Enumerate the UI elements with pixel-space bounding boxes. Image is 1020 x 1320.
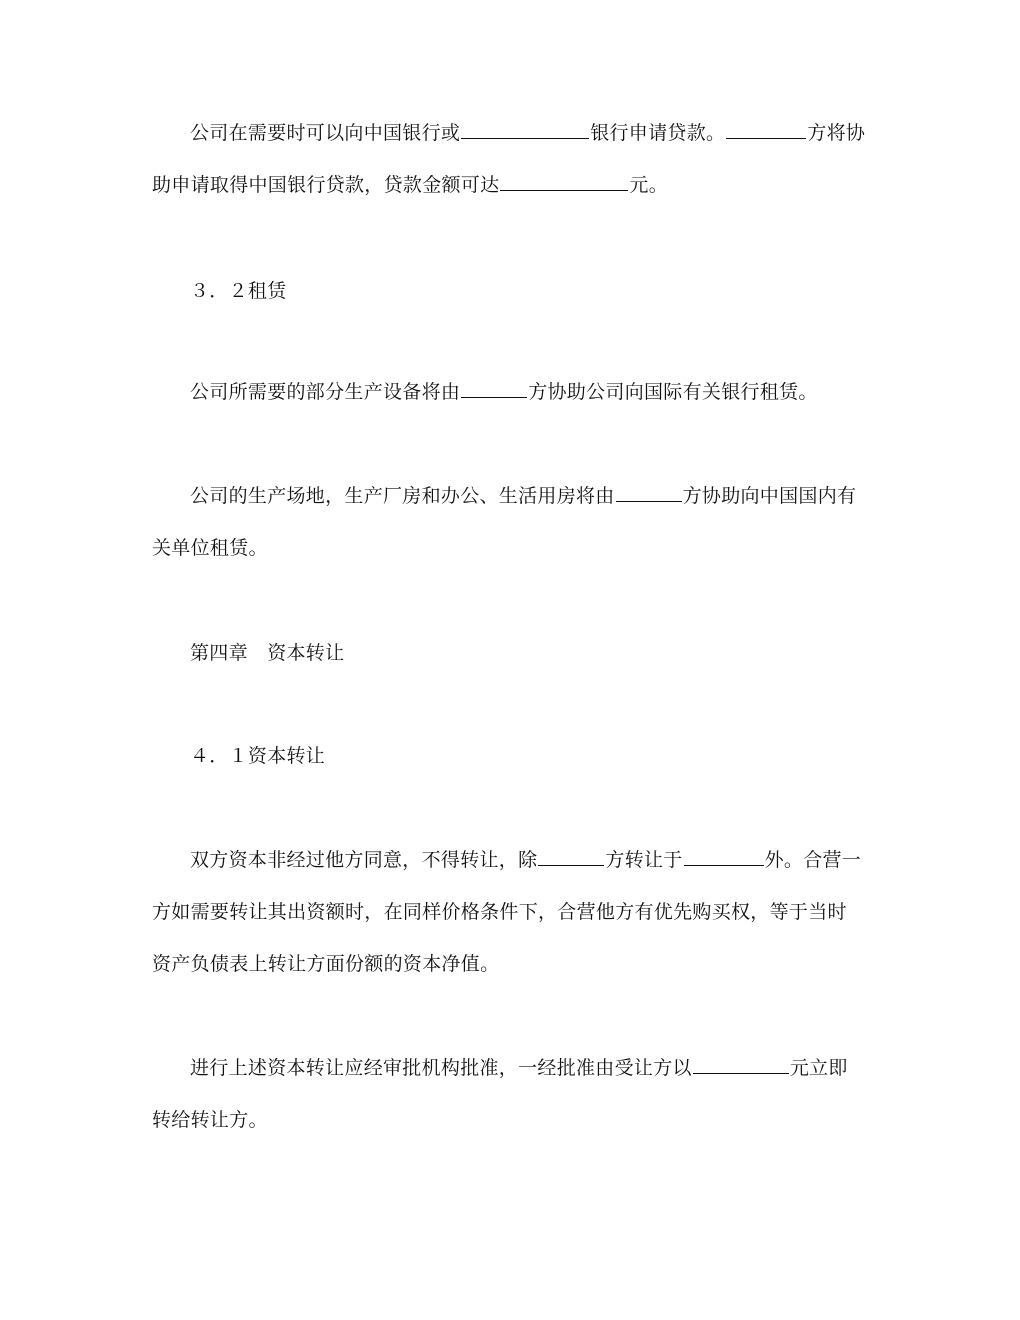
text-segment: 元。 (629, 174, 669, 196)
text-segment: 转给转让方。 (152, 1109, 268, 1131)
text-segment: 关单位租赁。 (152, 537, 268, 559)
text-segment: 方协助公司向国际有关银行租赁。 (528, 381, 818, 403)
text-segment: 银行申请贷款。 (590, 122, 726, 144)
section-heading-4-1: ４．１资本转让 (190, 745, 326, 767)
fill-in-blank[interactable] (538, 845, 604, 866)
fill-in-blank[interactable] (461, 377, 527, 398)
text-segment: 双方资本非经过他方同意，不得转让，除 (190, 849, 538, 871)
text-segment: 元立即 (789, 1057, 848, 1079)
paragraph-line (152, 522, 882, 574)
text-segment: 助申请取得中国银行贷款，贷款金额可达 (152, 174, 500, 196)
text-segment: 外。合营一 (764, 849, 862, 871)
fill-in-blank[interactable] (500, 170, 628, 191)
paragraph-line (152, 159, 882, 211)
paragraph-capital-transfer (152, 834, 882, 990)
text-segment: 资产负债表上转让方面份额的资本净值。 (152, 953, 500, 975)
paragraph-line (152, 834, 882, 886)
text-segment: 公司的生产场地，生产厂房和办公、生活用房将由 (190, 485, 615, 507)
paragraph-equipment-lease (152, 366, 882, 418)
paragraph-line (152, 366, 882, 418)
chapter-heading-4: 第四章 资本转让 (190, 642, 345, 664)
paragraph-line (152, 1042, 882, 1094)
fill-in-blank[interactable] (693, 1053, 789, 1074)
text-segment: 方将协 (807, 122, 866, 144)
fill-in-blank[interactable] (726, 118, 806, 139)
paragraph-line (152, 1094, 882, 1146)
paragraph-line (152, 107, 882, 159)
text-segment: 公司所需要的部分生产设备将由 (190, 381, 461, 403)
section-heading-3-2: ３．２租赁 (190, 280, 287, 302)
paragraph-loan (152, 107, 882, 211)
text-segment: 进行上述资本转让应经审批机构批准，一经批准由受让方以 (190, 1057, 692, 1079)
text-segment: 方转让于 (605, 849, 683, 871)
text-segment: 方如需要转让其出资额时，在同样价格条件下，合营他方有优先购买权，等于当时 (152, 901, 847, 923)
paragraph-line (152, 938, 882, 990)
paragraph-transfer-approval (152, 1042, 882, 1146)
paragraph-line (152, 470, 882, 522)
fill-in-blank[interactable] (461, 118, 589, 139)
text-segment: 方协助向中国国内有 (682, 485, 857, 507)
paragraph-premises-lease (152, 470, 882, 574)
text-segment: 公司在需要时可以向中国银行或 (190, 122, 461, 144)
paragraph-line (152, 886, 882, 938)
fill-in-blank[interactable] (616, 481, 682, 502)
fill-in-blank[interactable] (684, 845, 764, 866)
